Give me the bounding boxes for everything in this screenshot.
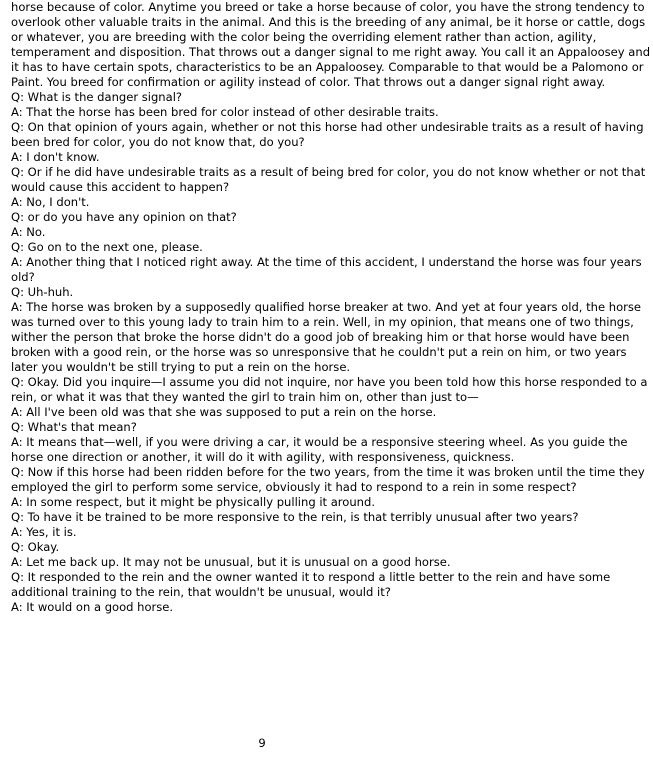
answer-line: A: Another thing that I noticed right away. At the time of this accident, I understand the horse was four years old? [11, 255, 642, 284]
answer-line: A: It means that—well, if you were driving a car, it would be a responsive steering wheel. As you guide the horse one direction or another, it will do it with agility, with responsiveness, quickness. [11, 435, 628, 464]
page-number: 9 [258, 736, 266, 750]
answer-line: A: Let me back up. It may not be unusual, but it is unusual on a good horse. [11, 555, 451, 569]
answer-line: A: No, I don't. [11, 195, 90, 209]
question-line: Q: It responded to the rein and the owner wanted it to respond a little better to the rein and have some additional training to the rein, that wouldn't be unusual, would it? [11, 570, 611, 599]
question-line: Q: To have it be trained to be more responsive to the rein, is that terribly unusual after two years? [11, 510, 579, 524]
question-line: Q: or do you have any opinion on that? [11, 210, 237, 224]
transcript-paragraph: horse because of color. Anytime you breed or take a horse because of color, you have the strong tendency to overlook other valuable traits in the animal. And this is the breeding of any animal, be it horse or cattle, dogs or whatever, you are breeding with the color being the overriding element rather than action, agility, temperament and disposition. That throws out a danger signal to me right away. You call it an Appaloosey and it has to have certain spots, characteristics to be an Appaloosey. Comparable to that would be a Palomono or Paint. You breed for confirmation or agility instead of color. That throws out a danger signal right away. [11, 0, 651, 89]
question-line: Q: Go on to the next one, please. [11, 240, 203, 254]
question-line: Q: What is the danger signal? [11, 90, 183, 104]
answer-line: A: The horse was broken by a supposedly qualified horse breaker at two. And yet at four years old, the horse was turned over to this young lady to train him to a rein. Well, in my opinion, that means one of two things, wither the person that broke the horse didn't do a good job of breaking him or that horse would have been broken with a good rein, or the horse was so unresponsive that he couldn't put a rein on him, or two years later you wouldn't be still trying to put a rein on the horse. [11, 300, 642, 374]
question-line: Q: Or if he did have undesirable traits as a result of being bred for color, you do not know whether or not that would cause this accident to happen? [11, 165, 646, 194]
answer-line: A: In some respect, but it might be physically pulling it around. [11, 495, 375, 509]
answer-line: A: That the horse has been bred for color instead of other desirable traits. [11, 105, 439, 119]
answer-line: A: I don't know. [11, 150, 100, 164]
answer-line: A: It would on a good horse. [11, 600, 174, 614]
question-line: Q: Uh-huh. [11, 285, 74, 299]
question-line: Q: Okay. Did you inquire—I assume you did not inquire, nor have you been told how this horse responded to a rein, or what it was that they wanted the girl to train him on, other than just to— [11, 375, 648, 404]
question-line: Q: On that opinion of yours again, whether or not this horse had other undesirable traits as a result of having been bred for color, you do not know that, do you? [11, 120, 644, 149]
question-line: Q: Now if this horse had been ridden before for the two years, from the time it was broken until the time they employed the girl to perform some service, obviously it had to respond to a rein in some respect? [11, 465, 645, 494]
answer-line: A: Yes, it is. [11, 525, 77, 539]
transcript-body [11, 0, 651, 615]
question-line: Q: What's that mean? [11, 420, 137, 434]
answer-line: A: All I've been old was that she was supposed to put a rein on the horse. [11, 405, 437, 419]
answer-line: A: No. [11, 225, 46, 239]
question-line: Q: Okay. [11, 540, 60, 554]
